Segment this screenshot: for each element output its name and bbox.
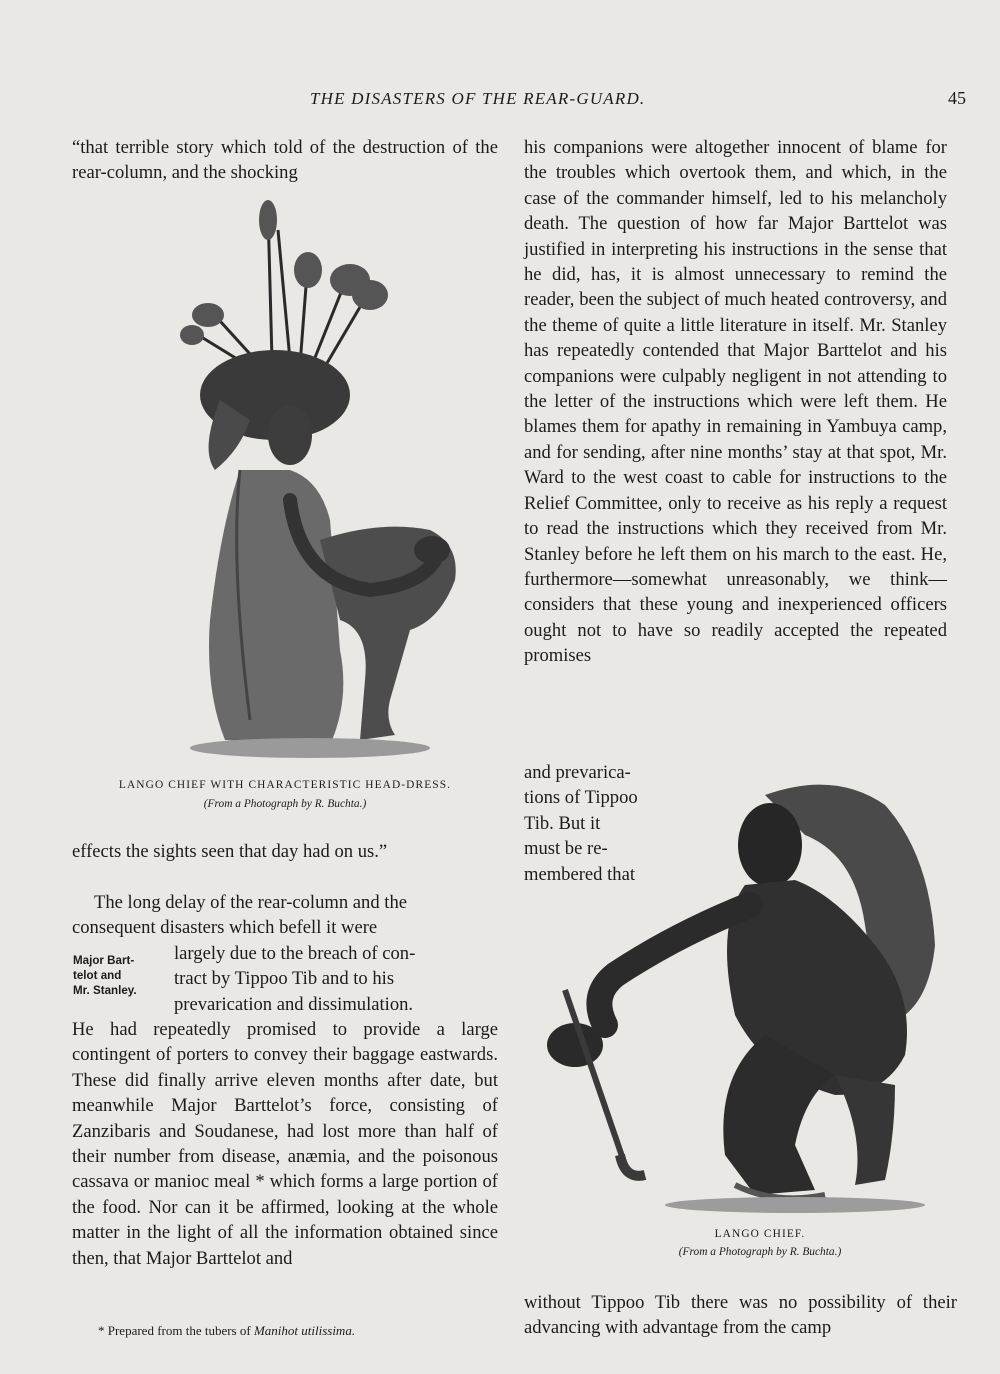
- left-top-text: “that terrible story which told of the destruction of the rear-column, and the shocking: [72, 137, 498, 184]
- figure2-credit: (From a Photograph by R. Buchta.): [678, 1246, 842, 1258]
- headdress-illustration: [180, 200, 480, 760]
- running-header-title: THE DISASTERS OF THE REAR-GUARD.: [310, 89, 646, 108]
- narrow-line: must be re-: [524, 838, 608, 860]
- figure1-credit: (From a Photograph by R. Buchta.): [203, 798, 367, 810]
- narrow-line: and prevarica-: [524, 762, 631, 783]
- margin-sidenote: Major Bart- telot and Mr. Stanley.: [73, 954, 137, 997]
- figure-lango-chief-headdress: [180, 200, 480, 760]
- page-number: 45: [948, 88, 966, 108]
- figure1-caption: LANGO CHIEF WITH CHARACTERISTIC HEAD-DRESS.: [118, 779, 452, 791]
- left-after-figure-text: effects the sights seen that day had on us.”: [72, 841, 388, 862]
- left-paragraph-2-top: The long delay of the rear-column and the consequent disasters which befell it were: [72, 892, 408, 939]
- figure2-caption: LANGO CHIEF.: [714, 1228, 806, 1240]
- figure-lango-chief: [535, 775, 950, 1215]
- narrow-line: Tib. But it: [524, 812, 601, 834]
- left-paragraph-2-rest: He had repeatedly promised to provide a large contingent of porters to convey their baggage eastwards. These did finally arrive eleven months after date, but meanwhile Major Barttelot’s force, consisting of Zanzibaris and Soudanese, had lost more than half of their number from disease, anæmia, and the poisonous cassava or manioc meal * which forms a large portion of the food. Nor can it be affirmed, looking at the whole matter in the light of all the information obtained since then, that Major Barttelot and: [72, 1019, 498, 1269]
- left-paragraph-2-wrap: largely due to the breach of con- tract by Tippoo Tib and to his prevarication and dissimulation.: [174, 943, 416, 1015]
- footnote: * Prepared from the tubers of Manihot utilissima.: [98, 1323, 356, 1338]
- narrow-line: membered that: [524, 863, 635, 885]
- narrow-line: tions of Tippoo: [524, 787, 638, 809]
- right-bottom-text: without Tippoo Tib there was no possibility of their advancing with advantage from the camp: [524, 1292, 957, 1339]
- lango-chief-illustration: [535, 775, 950, 1215]
- right-main-text: his companions were altogether innocent of blame for the troubles which overtook them, and which, in the case of the commander himself, led to his melancholy death. The question of how far Major Barttelot was justified in interpreting his instructions in the sense that he did, has, it is almost unnecessary to remind the reader, been the subject of much heated controversy, and the theme of quite a little literature in itself. Mr. Stanley has repeatedly contended that Major Barttelot and his companions were culpably negligent in not attending to the letter of the instructions which were left them. He blames them for apathy in remaining in Yambuya camp, and for sending, after nine months’ stay at that spot, Mr. Ward to the west coast to cable for instructions to the Relief Committee, only to receive as his reply a request to read the instructions which they received from Mr. Stanley before he left them on his march to the east. He, furthermore—somewhat unreasonably, we think—considers that these young and inexperienced officers ought not to have so readily accepted the repeated promises: [524, 137, 947, 667]
